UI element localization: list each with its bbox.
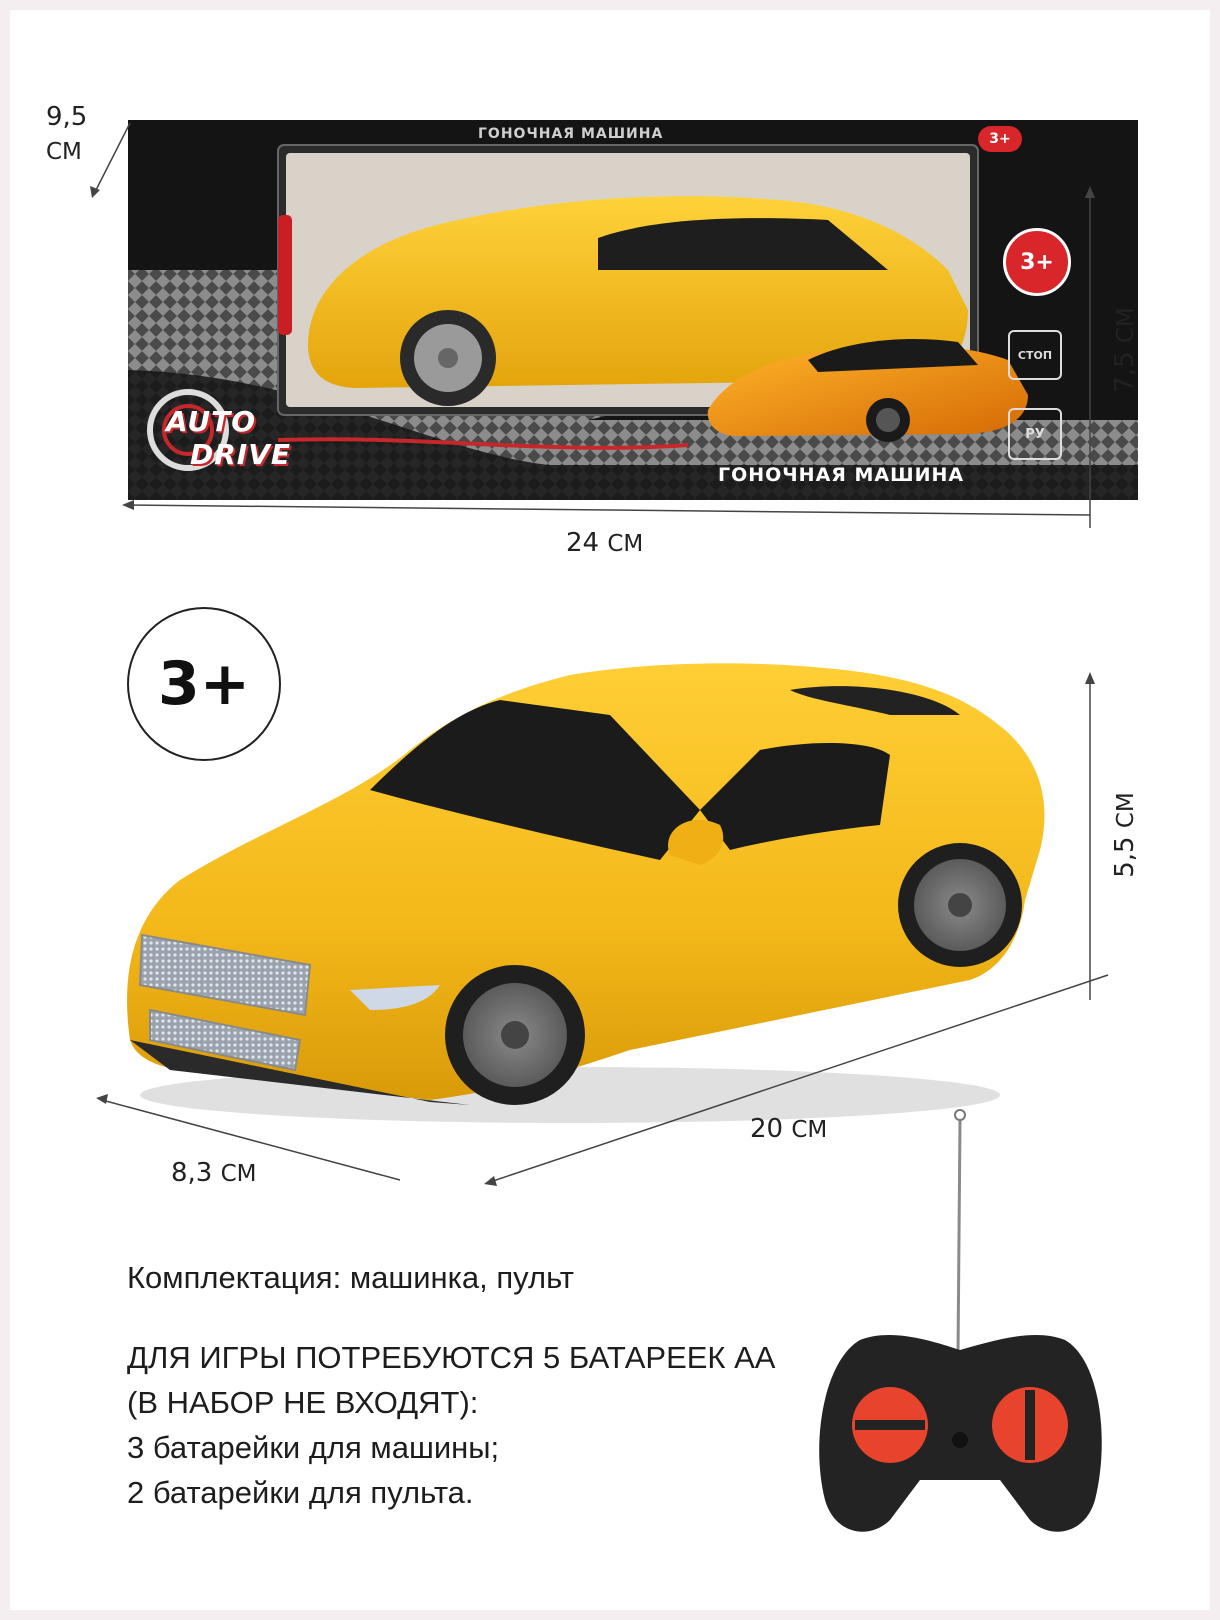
box-age-badge-top: 3+ bbox=[978, 126, 1022, 152]
stop-icon: СТОП bbox=[1008, 330, 1062, 380]
battery-line-4: 2 батарейки для пульта. bbox=[127, 1475, 474, 1510]
box-length-label: 24 СМ bbox=[566, 528, 644, 558]
box-title-top: ГОНОЧНАЯ МАШИНА bbox=[478, 126, 664, 142]
remote-control-image bbox=[10, 10, 1210, 1610]
age-rating-badge: 3+ bbox=[127, 607, 281, 761]
battery-line-3: 3 батарейки для машины; bbox=[127, 1430, 500, 1465]
car-width-label: 8,3 СМ bbox=[171, 1158, 257, 1188]
product-card bbox=[10, 10, 1210, 1610]
brand-logo-line2: DRIVE bbox=[190, 438, 292, 471]
battery-line-2: (В НАБОР НЕ ВХОДЯТ): bbox=[127, 1385, 479, 1420]
battery-line-1: ДЛЯ ИГРЫ ПОТРЕБУЮТСЯ 5 БАТАРЕЕК АА bbox=[127, 1340, 776, 1375]
box-age-badge: 3+ bbox=[1003, 228, 1071, 296]
car-height-label: 5,5 СМ bbox=[1109, 792, 1140, 878]
box-height-label: 7,5 СМ bbox=[1109, 307, 1140, 393]
box-title-bottom: ГОНОЧНАЯ МАШИНА bbox=[718, 464, 965, 486]
brand-logo-line1: AUTO bbox=[166, 405, 257, 438]
car-length-label: 20 СМ bbox=[750, 1114, 828, 1144]
box-depth-value: 9,5 bbox=[46, 102, 88, 132]
radio-control-icon: РУ bbox=[1008, 408, 1062, 460]
contents-text: Комплектация: машинка, пульт bbox=[127, 1260, 575, 1295]
box-depth-unit: СМ bbox=[46, 139, 82, 165]
